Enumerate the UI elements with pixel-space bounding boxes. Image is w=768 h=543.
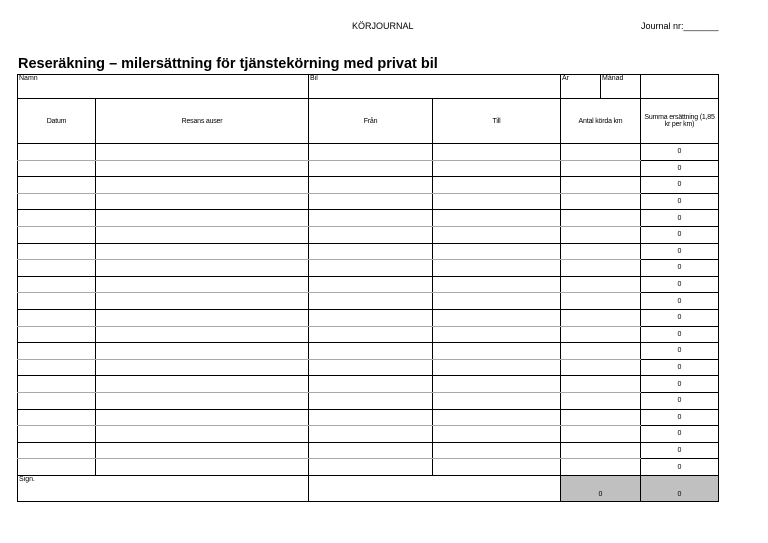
table-row (18, 144, 719, 161)
name-label: Namn (19, 75, 38, 82)
from-cell[interactable] (309, 226, 433, 243)
date-cell[interactable] (18, 359, 96, 376)
page-title: Reseräkning – milersättning för tjänstekörning med privat bil (18, 56, 438, 72)
to-cell[interactable] (433, 226, 561, 243)
to-cell[interactable] (433, 177, 561, 194)
date-cell[interactable] (18, 392, 96, 409)
table-row (18, 326, 719, 343)
km-cell[interactable] (561, 442, 641, 459)
year-label: År (562, 75, 569, 82)
sum-cell: 0 (641, 144, 719, 161)
km-cell[interactable] (561, 210, 641, 227)
to-cell[interactable] (433, 144, 561, 161)
date-cell[interactable] (18, 376, 96, 393)
column-header-km: Antal körda km (561, 99, 641, 144)
sum-cell: 0 (641, 426, 719, 443)
km-cell[interactable] (561, 276, 641, 293)
table-row (18, 293, 719, 310)
date-cell[interactable] (18, 326, 96, 343)
from-cell[interactable] (309, 160, 433, 177)
signature-label: Sign. (19, 475, 35, 483)
trip-cause-cell[interactable] (96, 459, 309, 476)
date-cell[interactable] (18, 293, 96, 310)
km-cell[interactable] (561, 392, 641, 409)
total-km: 0 (561, 475, 641, 501)
table-row (18, 343, 719, 360)
from-cell[interactable] (309, 243, 433, 260)
sum-cell: 0 (641, 276, 719, 293)
to-cell[interactable] (433, 276, 561, 293)
sum-cell: 0 (641, 376, 719, 393)
date-cell[interactable] (18, 276, 96, 293)
trip-cause-cell[interactable] (96, 160, 309, 177)
trip-cause-cell[interactable] (96, 210, 309, 227)
table-row (18, 409, 719, 426)
table-row (18, 260, 719, 277)
from-cell[interactable] (309, 376, 433, 393)
from-cell[interactable] (309, 426, 433, 443)
to-cell[interactable] (433, 359, 561, 376)
date-cell[interactable] (18, 177, 96, 194)
table-row (18, 226, 719, 243)
trip-cause-cell[interactable] (96, 193, 309, 210)
from-cell[interactable] (309, 193, 433, 210)
sum-cell: 0 (641, 193, 719, 210)
sum-cell: 0 (641, 343, 719, 360)
total-sum: 0 (641, 475, 719, 501)
from-cell[interactable] (309, 343, 433, 360)
table-row (18, 193, 719, 210)
km-cell[interactable] (561, 326, 641, 343)
table-row (18, 376, 719, 393)
sum-cell: 0 (641, 359, 719, 376)
km-cell[interactable] (561, 260, 641, 277)
trip-cause-cell[interactable] (96, 276, 309, 293)
to-cell[interactable] (433, 459, 561, 476)
km-cell[interactable] (561, 359, 641, 376)
to-cell[interactable] (433, 210, 561, 227)
trip-cause-cell[interactable] (96, 426, 309, 443)
footer-blank-cell (309, 475, 561, 501)
from-cell[interactable] (309, 210, 433, 227)
table-row (18, 426, 719, 443)
trip-cause-cell[interactable] (96, 409, 309, 426)
signature-field[interactable] (18, 475, 309, 501)
from-cell[interactable] (309, 177, 433, 194)
trip-cause-cell[interactable] (96, 376, 309, 393)
to-cell[interactable] (433, 260, 561, 277)
sum-cell: 0 (641, 226, 719, 243)
trip-cause-cell[interactable] (96, 392, 309, 409)
from-cell[interactable] (309, 326, 433, 343)
km-cell[interactable] (561, 293, 641, 310)
to-cell[interactable] (433, 392, 561, 409)
date-cell[interactable] (18, 160, 96, 177)
sum-cell: 0 (641, 260, 719, 277)
journal-rows (18, 144, 719, 476)
table-row (18, 210, 719, 227)
table-row (18, 160, 719, 177)
sum-cell: 0 (641, 326, 719, 343)
date-cell[interactable] (18, 442, 96, 459)
date-cell[interactable] (18, 226, 96, 243)
date-cell[interactable] (18, 243, 96, 260)
date-cell[interactable] (18, 409, 96, 426)
car-field[interactable] (309, 75, 561, 99)
sum-cell: 0 (641, 442, 719, 459)
to-cell[interactable] (433, 326, 561, 343)
trip-cause-cell[interactable] (96, 326, 309, 343)
from-cell[interactable] (309, 459, 433, 476)
km-cell[interactable] (561, 409, 641, 426)
date-cell[interactable] (18, 343, 96, 360)
to-cell[interactable] (433, 293, 561, 310)
car-label: Bil (310, 75, 318, 82)
column-header-sum: Summa ersättning (1,85 kr per km) (641, 99, 719, 144)
table-row (18, 309, 719, 326)
table-row (18, 442, 719, 459)
from-cell[interactable] (309, 144, 433, 161)
sum-cell: 0 (641, 293, 719, 310)
sum-cell: 0 (641, 409, 719, 426)
year-field[interactable] (561, 75, 601, 99)
km-cell[interactable] (561, 376, 641, 393)
journal-number-label: Journal nr:_______ (641, 21, 719, 31)
km-cell[interactable] (561, 459, 641, 476)
to-cell[interactable] (433, 376, 561, 393)
km-cell[interactable] (561, 144, 641, 161)
to-cell[interactable] (433, 426, 561, 443)
date-cell[interactable] (18, 210, 96, 227)
name-field[interactable] (18, 75, 309, 99)
trip-cause-cell[interactable] (96, 442, 309, 459)
column-header-to: Till (433, 99, 561, 144)
to-cell[interactable] (433, 343, 561, 360)
from-cell[interactable] (309, 260, 433, 277)
from-cell[interactable] (309, 409, 433, 426)
trip-cause-cell[interactable] (96, 177, 309, 194)
trip-cause-cell[interactable] (96, 243, 309, 260)
trip-cause-cell[interactable] (96, 293, 309, 310)
km-cell[interactable] (561, 160, 641, 177)
from-cell[interactable] (309, 392, 433, 409)
month-field[interactable] (601, 75, 641, 99)
km-cell[interactable] (561, 177, 641, 194)
to-cell[interactable] (433, 409, 561, 426)
date-cell[interactable] (18, 260, 96, 277)
column-header-from: Från (309, 99, 433, 144)
trip-cause-cell[interactable] (96, 309, 309, 326)
from-cell[interactable] (309, 293, 433, 310)
trip-cause-cell[interactable] (96, 144, 309, 161)
date-cell[interactable] (18, 426, 96, 443)
column-header-trip-cause: Resans auser (96, 99, 309, 144)
table-row (18, 177, 719, 194)
date-cell[interactable] (18, 144, 96, 161)
table-row (18, 359, 719, 376)
month-label: Månad (602, 75, 624, 82)
km-cell[interactable] (561, 343, 641, 360)
trip-cause-cell[interactable] (96, 260, 309, 277)
trip-cause-cell[interactable] (96, 226, 309, 243)
table-row (18, 276, 719, 293)
km-cell[interactable] (561, 243, 641, 260)
sum-cell: 0 (641, 160, 719, 177)
table-row (18, 392, 719, 409)
km-cell[interactable] (561, 309, 641, 326)
mileage-table (17, 74, 719, 502)
to-cell[interactable] (433, 160, 561, 177)
table-row (18, 243, 719, 260)
form-header-title: KÖRJOURNAL (352, 21, 414, 31)
km-cell[interactable] (561, 193, 641, 210)
to-cell[interactable] (433, 243, 561, 260)
sum-cell: 0 (641, 459, 719, 476)
from-cell[interactable] (309, 359, 433, 376)
km-cell[interactable] (561, 226, 641, 243)
header-blank-cell (641, 75, 719, 99)
trip-cause-cell[interactable] (96, 343, 309, 360)
date-cell[interactable] (18, 459, 96, 476)
table-row (18, 459, 719, 476)
sum-cell: 0 (641, 309, 719, 326)
sum-cell: 0 (641, 392, 719, 409)
to-cell[interactable] (433, 309, 561, 326)
date-cell[interactable] (18, 193, 96, 210)
sum-cell: 0 (641, 243, 719, 260)
date-cell[interactable] (18, 309, 96, 326)
to-cell[interactable] (433, 442, 561, 459)
from-cell[interactable] (309, 309, 433, 326)
column-header-date: Datum (18, 99, 96, 144)
trip-cause-cell[interactable] (96, 359, 309, 376)
from-cell[interactable] (309, 442, 433, 459)
sum-cell: 0 (641, 177, 719, 194)
from-cell[interactable] (309, 276, 433, 293)
km-cell[interactable] (561, 426, 641, 443)
sum-cell: 0 (641, 210, 719, 227)
to-cell[interactable] (433, 193, 561, 210)
